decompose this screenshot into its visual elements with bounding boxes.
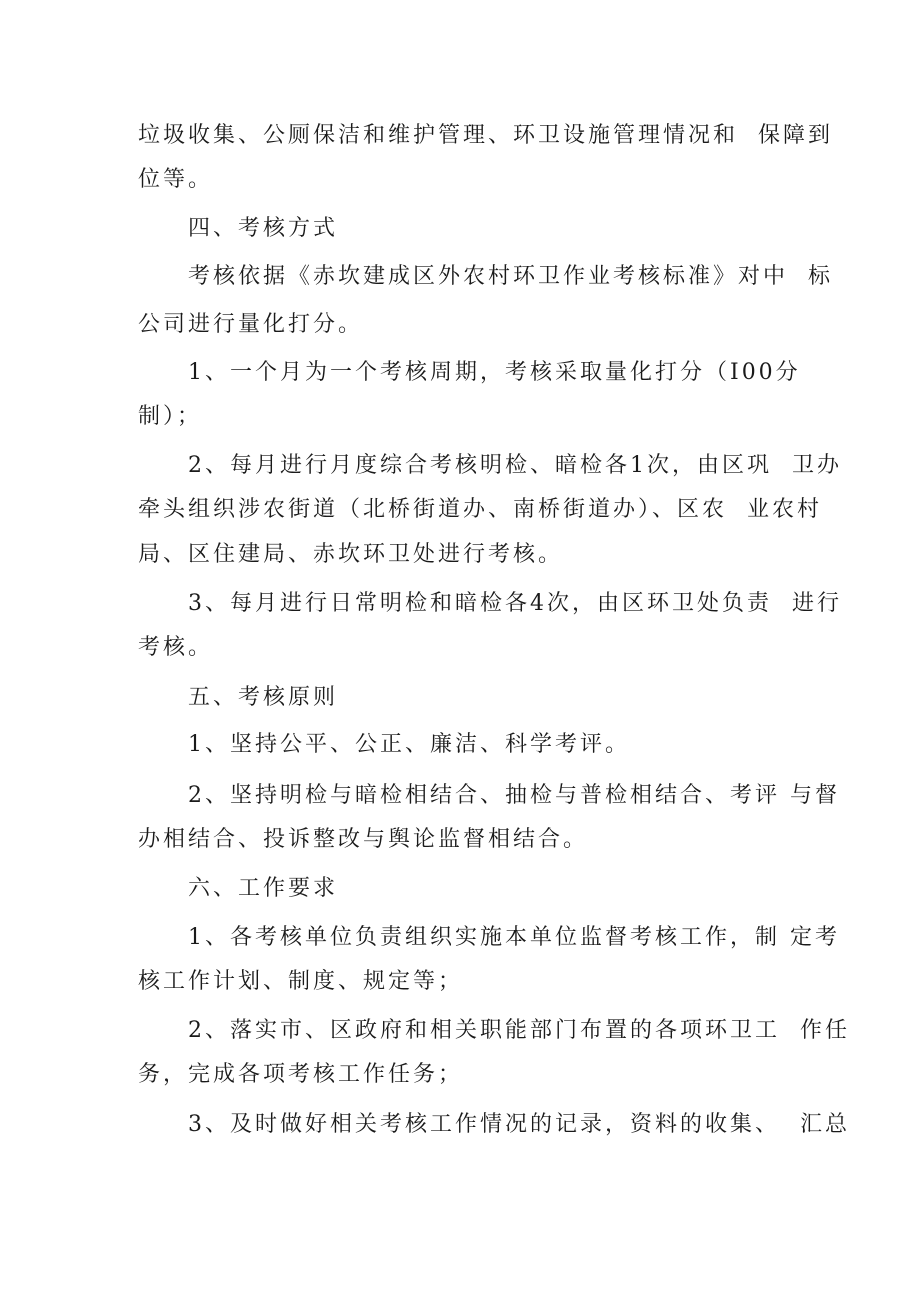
- text-line: 2、坚持明检与暗检相结合、抽检与普检相结合、考评 与督: [188, 783, 840, 808]
- text-line: 考核依据《赤坎建成区外农村环卫作业考核标准》对中 标: [188, 264, 833, 289]
- text-line: 2、落实市、区政府和相关职能部门布置的各项环卫工 作任: [188, 1018, 850, 1043]
- text-line: 制）；: [138, 404, 203, 429]
- section-heading: 六、工作要求: [188, 876, 339, 901]
- text-line: 3、每月进行日常明检和暗检各4次，由区环卫处负责 进行: [188, 591, 842, 616]
- text-line: 垃圾收集、公厕保洁和维护管理、环卫设施管理情况和 保障到: [138, 123, 833, 148]
- section-heading: 五、考核原则: [188, 685, 339, 710]
- text-line: 核工作计划、制度、规定等；: [138, 969, 464, 994]
- text-line: 务，完成各项考核工作任务；: [138, 1062, 464, 1087]
- text-line: 考核。: [138, 635, 214, 660]
- text-line: 1、各考核单位负责组织实施本单位监督考核工作，制 定考: [188, 925, 840, 950]
- text-line: 局、区住建局、赤坎环卫处进行考核。: [138, 542, 564, 567]
- text-line: 公司进行量化打分。: [138, 312, 364, 337]
- text-line: 2、每月进行月度综合考核明检、暗检各1次，由区巩 卫办: [188, 453, 842, 478]
- text-line: 牵头组织涉农街道（北桥街道办、南桥街道办）、区农 业农村: [138, 497, 822, 522]
- text-line: 1、一个月为一个考核周期，考核采取量化打分（I00分: [188, 360, 801, 385]
- text-line: 1、坚持公平、公正、廉洁、科学考评。: [188, 732, 630, 757]
- text-line: 办相结合、投诉整改与舆论监督相结合。: [138, 827, 589, 852]
- section-heading: 四、考核方式: [188, 216, 339, 241]
- text-line: 3、及时做好相关考核工作情况的记录，资料的收集、 汇总: [188, 1112, 850, 1137]
- text-line: 位等。: [138, 167, 214, 192]
